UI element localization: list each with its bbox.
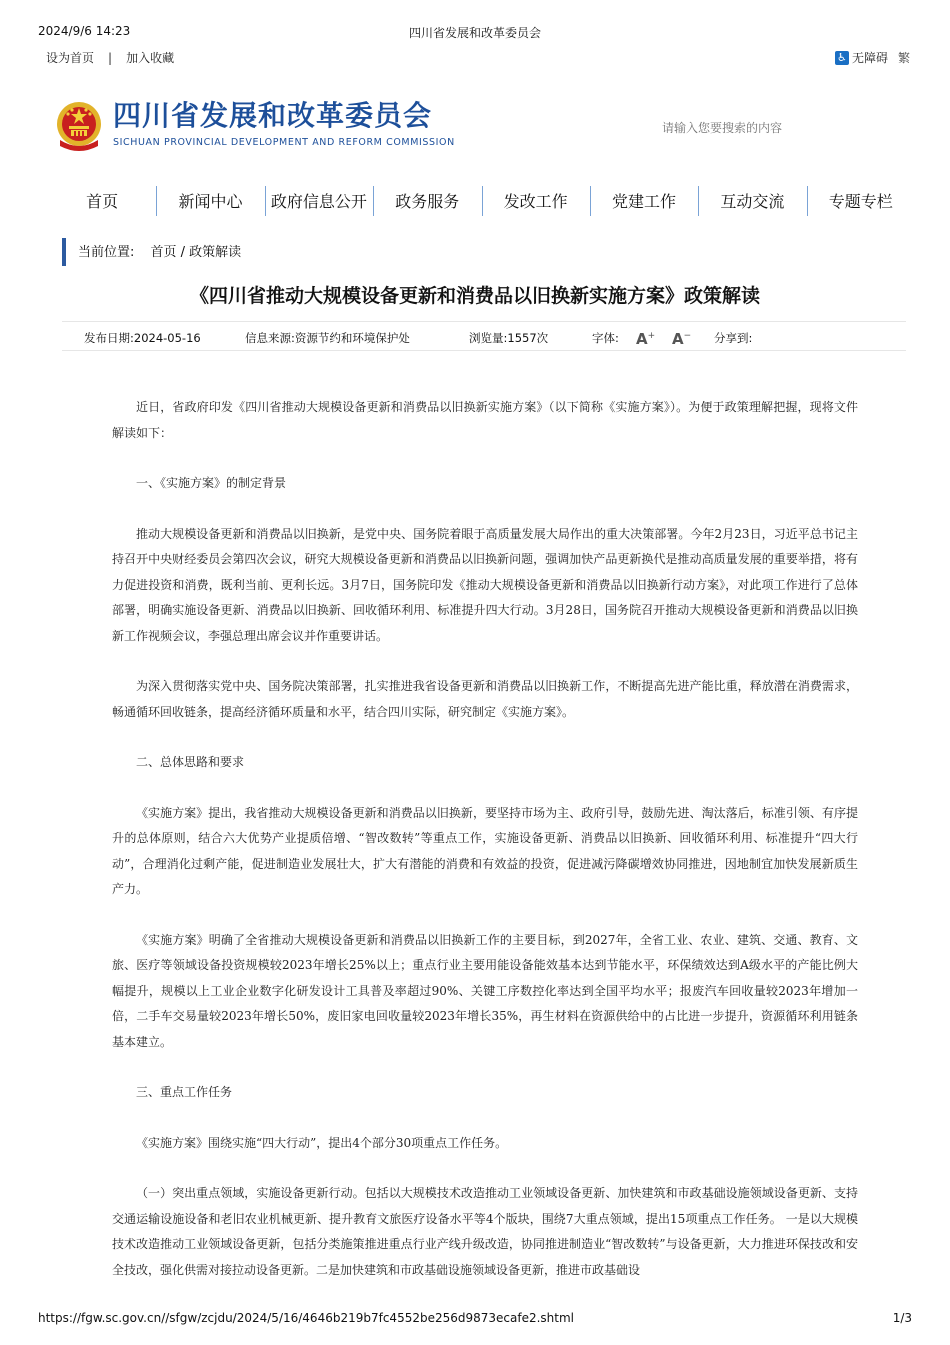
main-navigation xyxy=(48,184,915,220)
breadcrumb-label: 当前位置: xyxy=(78,245,135,260)
section-heading: 一、《实施方案》的制定背景 xyxy=(136,476,287,490)
nav-item-news[interactable]: 新闻中心 xyxy=(156,184,264,220)
print-url: https://fgw.sc.gov.cn//sfgw/zcjdu/2024/5/16/4646b219b7fc4552be256d9873ecafe2.shtml xyxy=(38,1311,575,1325)
article-paragraph: 《实施方案》提出，我省推动大规模设备更新和消费品以旧换新，要坚持市场为主、政府引导，鼓励先进、淘汰落后，标准引领、有序提升的总体原则，结合六大优势产业提质倍增、“智改数转”等重点工作，实施设备更新、消费品以旧换新、回收循环利用、标准提升“四大行动”，合理消化过剩产能，促进制造业发展壮大，扩大有潜能的消费和有效益的投资，促进减污降碳增效协同推进，因地制宜加快发展新质生产力。 xyxy=(112,805,858,896)
breadcrumb xyxy=(62,238,241,266)
article-paragraph: （一）突出重点领域，实施设备更新行动。包括以大规模技术改造推动工业领域设备更新、加快建筑和市政基础设施领域设备更新、支持交通运输设施设备和老旧农业机械更新、提升教育文旅医疗设备水平等4个版块，围绕7大重点领域，提出15项重点工作任务。 一是以大规模技术改造推动工业领域设备更新，包括分类施策推进重点行业产线升级改造，协同推进制造业“智改数转”与设备更新，大力推进环保技改和安全技改，强化供需对接拉动设备更新。二是加快建筑和市政基础设施领域设备更新，推进市政基础设 xyxy=(112,1186,858,1277)
article-paragraph: 为深入贯彻落实党中央、国务院决策部署，扎实推进我省设备更新和消费品以旧换新工作，不断提高先进产能比重，释放潜在消费需求，畅通循环回收链条，提高经济循环质量和水平，结合四川实际，研究制定《实施方案》。 xyxy=(112,679,858,719)
accessibility-icon[interactable]: ♿ xyxy=(835,51,849,65)
font-increase-button[interactable] xyxy=(636,330,655,348)
plus-icon: + xyxy=(647,331,656,341)
add-favorite-link[interactable]: 加入收藏 xyxy=(126,51,175,65)
article-paragraph: 推动大规模设备更新和消费品以旧换新，是党中央、国务院着眼于高质量发展大局作出的重大决策部署。今年2月23日，习近平总书记主持召开中央财经委员会第四次会议，研究大规模设备更新和消费品以旧换新问题，强调加快产品更新换代是推动高质量发展的重要举措，将有力促进投资和消费，既利当前、更利长远。3月7日，国务院印发《推动大规模设备更新和消费品以旧换新行动方案》，对此项工作进行了总体部署，明确实施设备更新、消费品以旧换新、回收循环利用、标准提升四大行动。3月28日，国务院召开推动大规模设备更新和消费品以旧换新工作视频会议，李强总理出席会议并作重要讲话。 xyxy=(112,526,858,643)
article-body xyxy=(112,395,858,1308)
search-input[interactable] xyxy=(652,118,902,138)
font-decrease-letter: A xyxy=(672,330,684,348)
logo-name-en: SICHUAN PROVINCIAL DEVELOPMENT AND REFORM COMMISSION xyxy=(113,137,455,148)
print-page-title: 四川省发展和改革委员会 xyxy=(408,26,541,40)
nav-item-home[interactable]: 首页 xyxy=(86,192,119,211)
publish-date: 发布日期:2024-05-16 xyxy=(84,331,201,345)
info-source: 信息来源:资源节约和环境保护处 xyxy=(245,331,410,345)
section-heading: 二、总体思路和要求 xyxy=(136,755,245,769)
font-decrease-button[interactable] xyxy=(672,330,691,348)
nav-item-interaction[interactable]: 互动交流 xyxy=(698,184,806,220)
national-emblem-icon xyxy=(54,100,104,152)
article-title: 《四川省推动大规模设备更新和消费品以旧换新实施方案》政策解读 xyxy=(189,285,760,307)
nav-item-reform-work[interactable]: 发改工作 xyxy=(482,184,590,220)
article-paragraph: 《实施方案》围绕实施“四大行动”，提出4个部分30项重点工作任务。 xyxy=(136,1135,508,1150)
print-page-number: 1/3 xyxy=(892,1311,912,1325)
minus-icon: − xyxy=(683,331,692,341)
print-header xyxy=(38,24,912,40)
top-utility-bar xyxy=(46,49,910,67)
print-datetime: 2024/9/6 14:23 xyxy=(38,24,131,38)
section-heading: 三、重点工作任务 xyxy=(136,1085,233,1099)
nav-item-party-building[interactable]: 党建工作 xyxy=(590,184,698,220)
article-paragraph: 近日，省政府印发《四川省推动大规模设备更新和消费品以旧换新实施方案》（以下简称《实施方案》）。为便于政策理解把握，现将文件解读如下： xyxy=(112,400,858,440)
site-logo[interactable] xyxy=(54,98,455,156)
nav-item-services[interactable]: 政务服务 xyxy=(373,184,481,220)
article-meta-bar xyxy=(62,321,906,351)
traditional-chinese-link[interactable]: 繁 xyxy=(897,51,910,65)
nav-item-gov-info[interactable]: 政府信息公开 xyxy=(265,184,373,220)
font-increase-letter: A xyxy=(636,330,648,348)
font-size-label: 字体: xyxy=(592,331,619,345)
breadcrumb-path[interactable]: 首页 / 政策解读 xyxy=(150,245,242,260)
share-label: 分享到: xyxy=(714,331,753,345)
set-home-link[interactable]: 设为首页 xyxy=(46,51,95,65)
accessibility-link[interactable]: 无障碍 xyxy=(851,51,888,65)
nav-item-special-topics[interactable]: 专题专栏 xyxy=(807,184,915,220)
article-paragraph: 《实施方案》明确了全省推动大规模设备更新和消费品以旧换新工作的主要目标，到2027年，全省工业、农业、建筑、交通、教育、文旅、医疗等领域设备投资规模较2023年增长25%以上；重点行业主要用能设备能效基本达到节能水平，环保绩效达到A级水平的产能比例大幅提升，规模以上工业企业数字化研发设计工具普及率超过90%、关键工序数控化率达到全国平均水平；报废汽车回收量较2023年增加一倍，二手车交易量较2023年增长50%，废旧家电回收量较2023年增长35%，再生材料在资源供给中的占比进一步提升，资源循环利用链条基本建立。 xyxy=(112,932,858,1049)
print-footer xyxy=(38,1311,912,1327)
topbar-separator: | xyxy=(108,50,113,65)
logo-name-cn: 四川省发展和改革委员会 xyxy=(113,99,433,132)
view-count: 浏览量:1557次 xyxy=(469,331,549,345)
